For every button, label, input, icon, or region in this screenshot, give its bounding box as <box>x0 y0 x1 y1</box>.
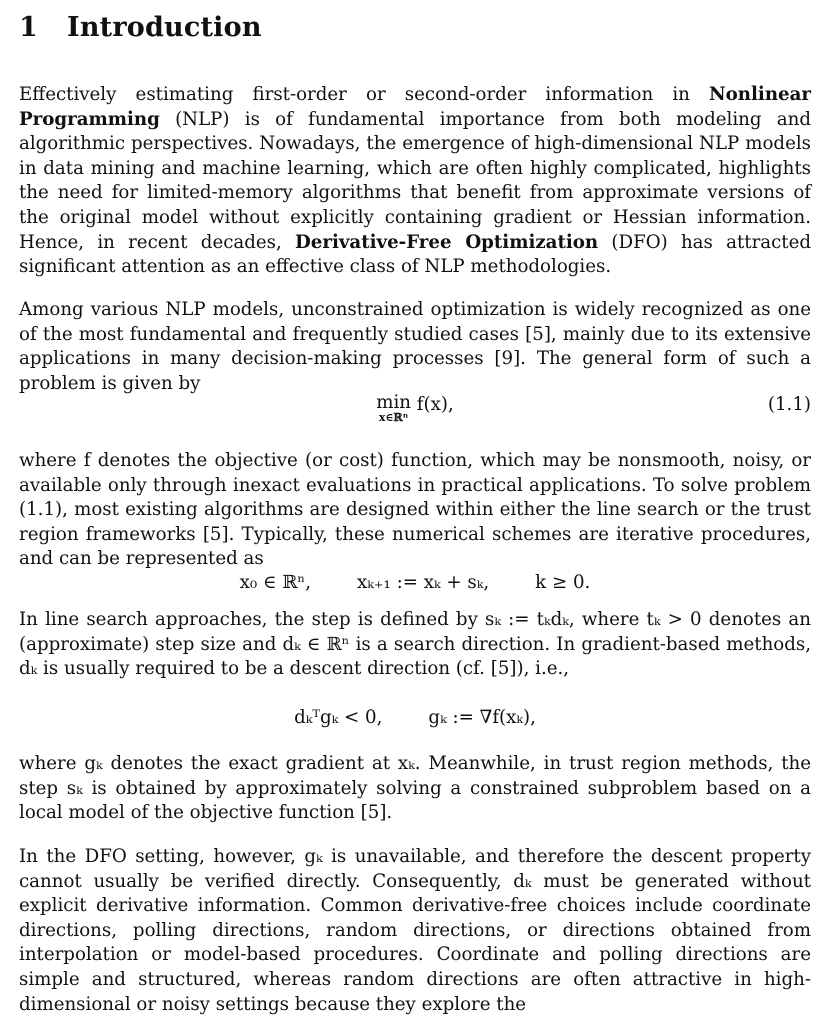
equation-descent <box>19 707 811 728</box>
section-heading <box>19 12 262 43</box>
iteration-start: x₀ ∈ ℝⁿ, <box>239 572 311 593</box>
section-title: Introduction <box>67 12 262 43</box>
gradient-definition: gₖ := ∇f(xₖ), <box>428 707 536 728</box>
p1-text-1: Effectively estimating first-order or second-order information in <box>19 84 710 105</box>
paragraph-4: In line search approaches, the step is defined by sₖ := tₖdₖ, where tₖ > 0 denotes an (approximate) step size and dₖ ∈ ℝⁿ is a search direction. In gradient-based methods, dₖ is usually required to be a descent direction (cf. [5]), i.e., <box>19 609 811 680</box>
descent-condition: dₖᵀgₖ < 0, <box>294 707 383 728</box>
equation-number: (1.1) <box>767 394 811 415</box>
p1-text-3: (DFO) has attracted significant attention as an effective class of NLP methodologies. <box>19 231 812 278</box>
min-subscript: x∈ℝⁿ <box>378 411 409 424</box>
paragraph-3: where f denotes the objective (or cost) function, which may be nonsmooth, noisy, or available only through inexact evaluations in practical applications. To solve problem (1.1), most existing algorithms are designed within either the line search or the trust region frameworks [5]. Typically, these numerical schemes are iterative procedures, and can be represented as <box>19 450 811 570</box>
paragraph-2: Among various NLP models, unconstrained optimization is widely recognized as one of the most fundamental and frequently studied cases [5], mainly due to its extensive applications in many decision-making processes [9]. The general form of such a problem is given by <box>19 299 811 394</box>
min-operator: min x∈ℝⁿ <box>376 392 412 424</box>
equation-1-1 <box>19 394 811 423</box>
p1-text-2: (NLP) is of fundamental importance from both modeling and algorithmic perspectives. Nowadays, the emergence of high-dimensional NLP models in data mining and machine learning, which are often highly complicated, highlights the need for limited-memory algorithms that benefit from approximate versions of the original model without explicitly containing gradient or Hessian information. Hence, in recent decades, <box>19 108 811 253</box>
paragraph-5: where gₖ denotes the exact gradient at xₖ. Meanwhile, in trust region methods, the step sₖ is obtained by approximately solving a constrained subproblem based on a local model of the objective function [5]. <box>19 753 811 824</box>
term-dfo: Derivative-Free Optimization <box>295 231 599 253</box>
iteration-update: xₖ₊₁ := xₖ + sₖ, <box>357 572 490 593</box>
equation-iteration <box>19 572 811 593</box>
equation-body: f(x), <box>411 394 454 415</box>
paragraph-6: In the DFO setting, however, gₖ is unavailable, and therefore the descent property cannot usually be verified directly. Consequently, dₖ must be generated without explicit derivative information. Common derivative-free choices include coordinate directions, polling directions, random directions, or directions obtained from interpolation or model-based procedures. Coordinate and polling directions are simple and structured, whereas random directions are often attractive in high-dimensional or noisy settings because they explore the <box>19 846 811 1015</box>
section-number: 1 <box>19 12 38 43</box>
iteration-index: k ≥ 0. <box>535 572 591 593</box>
paragraph-1 <box>19 83 811 280</box>
term-nlp: Nonlinear Programming <box>19 84 811 130</box>
